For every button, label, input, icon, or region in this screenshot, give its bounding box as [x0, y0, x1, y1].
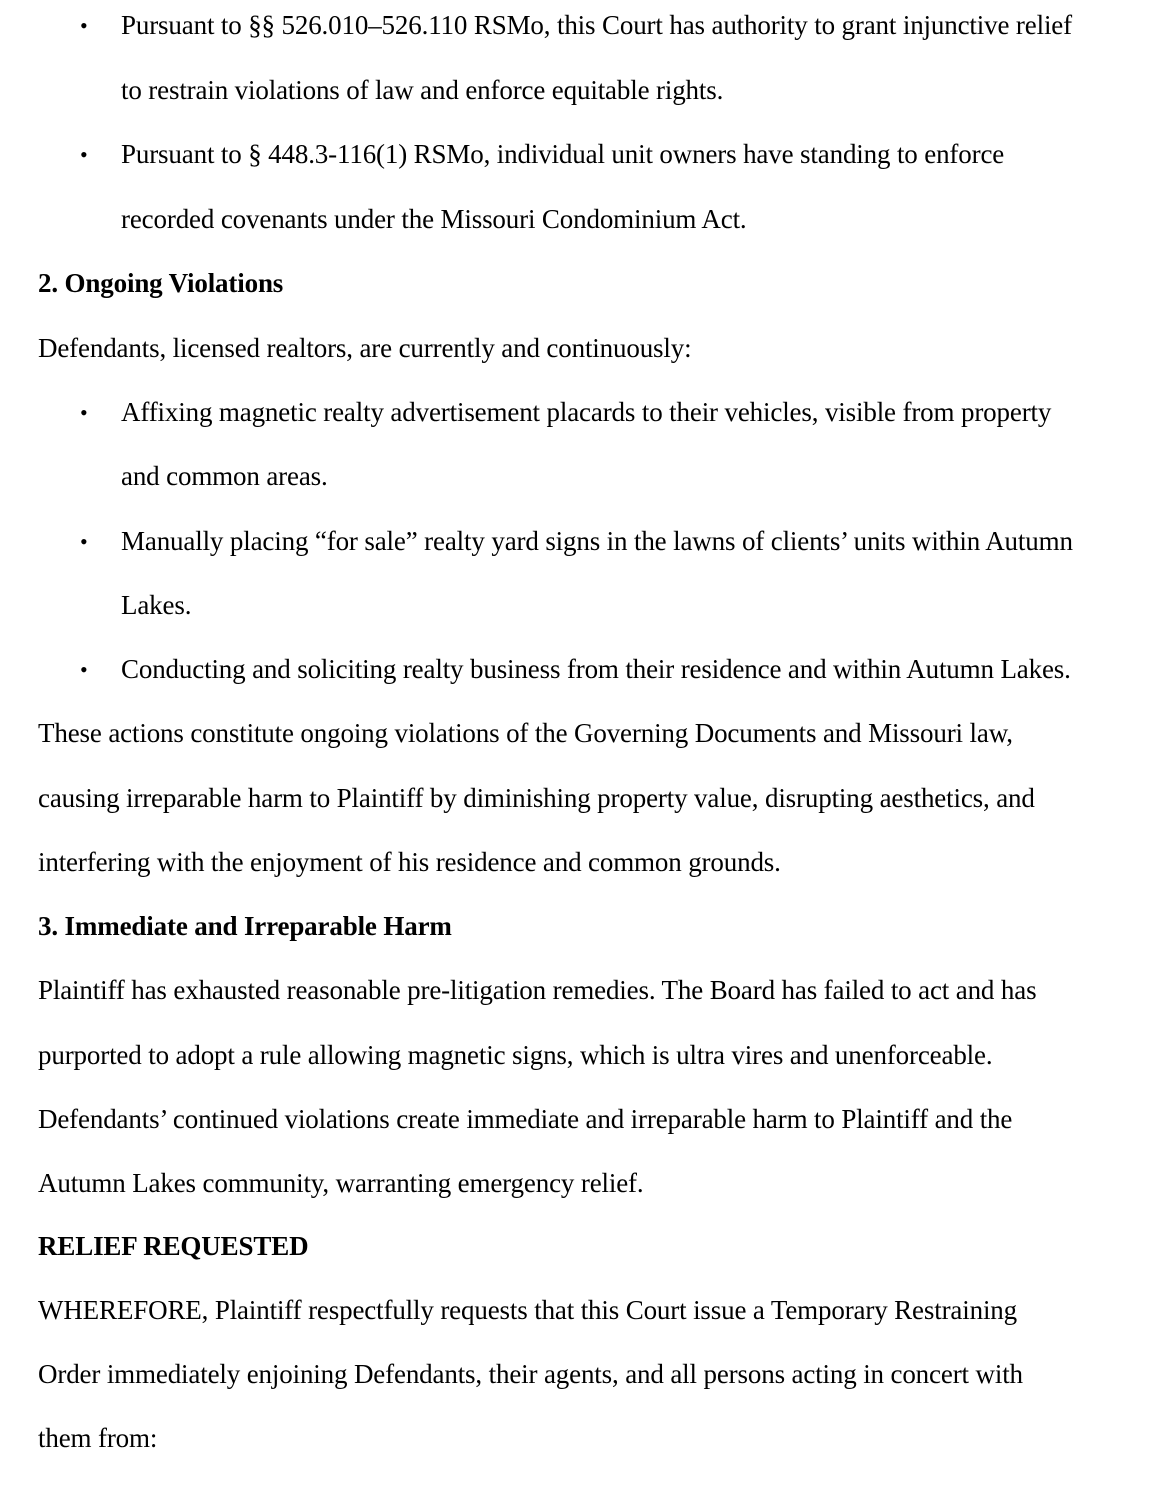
bullet-marker: •	[80, 13, 88, 38]
relief-paragraph-line-2: Order immediately enjoining Defendants, their agents, and all persons acting in concert with	[38, 1359, 1023, 1389]
section2-heading: 2. Ongoing Violations	[38, 268, 284, 298]
section1-bullet-2-line-2: recorded covenants under the Missouri Condominium Act.	[121, 204, 747, 234]
section2-bullet-2-line-1: Manually placing “for sale” realty yard signs in the lawns of clients’ units within Autumn	[121, 526, 1073, 556]
relief-paragraph-line-3: them from:	[38, 1423, 158, 1453]
section1-bullet-2-line-1: Pursuant to § 448.3-116(1) RSMo, individual unit owners have standing to enforce	[121, 139, 1005, 169]
section2-bullet-2-line-2: Lakes.	[121, 590, 192, 620]
relief-heading: RELIEF REQUESTED	[38, 1231, 309, 1261]
section1-bullet-1-line-1: Pursuant to §§ 526.010–526.110 RSMo, this Court has authority to grant injunctive relief	[121, 10, 1072, 40]
section2-bullet-1-line-2: and common areas.	[121, 461, 328, 491]
section3-paragraph-line-1: Plaintiff has exhausted reasonable pre-litigation remedies. The Board has failed to act and has	[38, 975, 1037, 1005]
section3-paragraph-line-2: purported to adopt a rule allowing magnetic signs, which is ultra vires and unenforceable.	[38, 1040, 993, 1070]
bullet-marker: •	[80, 529, 88, 554]
section1-bullet-1-line-2: to restrain violations of law and enforce equitable rights.	[121, 75, 724, 105]
section2-paragraph-line-3: interfering with the enjoyment of his residence and common grounds.	[38, 847, 781, 877]
section3-paragraph-line-3: Defendants’ continued violations create immediate and irreparable harm to Plaintiff and the	[38, 1104, 1013, 1134]
section2-paragraph-line-1: These actions constitute ongoing violations of the Governing Documents and Missouri law,	[38, 718, 1013, 748]
bullet-marker: •	[80, 142, 88, 167]
section2-bullet-1-line-1: Affixing magnetic realty advertisement placards to their vehicles, visible from property	[121, 397, 1052, 427]
section3-heading: 3. Immediate and Irreparable Harm	[38, 911, 452, 941]
bullet-marker: •	[80, 400, 88, 425]
bullet-marker: •	[80, 657, 88, 682]
section2-intro: Defendants, licensed realtors, are currently and continuously:	[38, 333, 692, 363]
section2-bullet-3-line-1: Conducting and soliciting realty business from their residence and within Autumn Lakes.	[121, 654, 1071, 684]
section3-paragraph-line-4: Autumn Lakes community, warranting emergency relief.	[38, 1168, 644, 1198]
relief-paragraph-line-1: WHEREFORE, Plaintiff respectfully requests that this Court issue a Temporary Restraining	[38, 1295, 1017, 1325]
section2-paragraph-line-2: causing irreparable harm to Plaintiff by diminishing property value, disrupting aesthetics, and	[38, 783, 1035, 813]
